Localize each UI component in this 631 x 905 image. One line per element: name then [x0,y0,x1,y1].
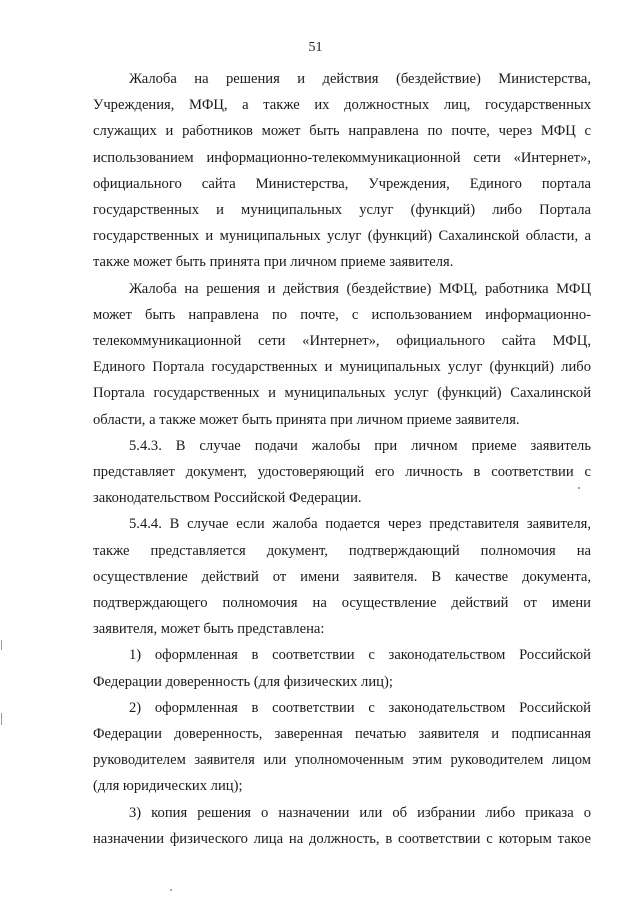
text-line: назначении физического лица на должность, в соответствии с которым такое [93,830,591,847]
paragraph-complaint-ministry [93,66,591,276]
text-line: также может быть принята при личном приеме заявителя. [93,254,454,271]
text-line: официального сайта Министерства, Учреждения, Единого портала [93,175,591,192]
text-line: 5.4.4. В случае если жалоба подается через представителя заявителя, [129,516,591,533]
list-item-1 [93,642,591,694]
text-line: области, а также может быть принята при личном приеме заявителя. [93,411,520,428]
text-line: Федерации доверенность (для физических лиц); [93,673,393,690]
text-line: государственных и муниципальных услуг (функций) Сахалинской области, а [93,228,591,245]
scan-speck [578,487,580,489]
document-body [93,66,591,852]
text-line: руководителем заявителя или уполномоченным этим руководителем лицом [93,752,591,769]
text-line: государственных и муниципальных услуг (функций) либо Портала [93,202,591,219]
text-line: 3) копия решения о назначении или об избрании либо приказа о [129,804,591,821]
text-line: 5.4.3. В случае подачи жалобы при личном приеме заявитель [129,437,591,454]
text-line: 1) оформленная в соответствии с законодательством Российской [129,647,591,664]
scan-edge-mark [1,640,2,650]
text-line: осуществление действий от имени заявителя. В качестве документа, [93,568,591,585]
text-line: Жалоба на решения и действия (бездействие) МФЦ, работника МФЦ [129,280,591,297]
list-item-2 [93,695,591,800]
scan-edge-mark [1,713,2,725]
text-line: может быть направлена по почте, с использованием информационно- [93,306,591,323]
text-line: телекоммуникационной сети «Интернет», официального сайта МФЦ, [93,333,591,350]
text-line: представляет документ, удостоверяющий его личность в соответствии с [93,464,591,481]
text-line: служащих и работников может быть направлена по почте, через МФЦ с [93,123,591,140]
text-line: 2) оформленная в соответствии с законодательством Российской [129,699,591,716]
text-line: Жалоба на решения и действия (бездействие) Министерства, [129,71,591,87]
text-line: подтверждающего полномочия на осуществление действий от имени [93,595,591,612]
text-line: (для юридических лиц); [93,778,243,795]
list-item-3 [93,800,591,852]
paragraph-5-4-4 [93,511,591,642]
page-number: 51 [308,40,323,55]
text-line: использованием информационно-телекоммуникационной сети «Интернет», [93,149,591,166]
text-line: Федерации доверенность, заверенная печатью заявителя и подписанная [93,726,591,743]
paragraph-complaint-mfc [93,276,591,433]
text-line: заявителя, может быть представлена: [93,621,325,638]
text-line: Портала государственных и муниципальных услуг (функций) Сахалинской [93,385,591,402]
text-line: законодательством Российской Федерации. [93,490,362,507]
text-line: Учреждения, МФЦ, а также их должностных лиц, государственных [93,97,591,114]
text-line: Единого Портала государственных и муниципальных услуг (функций) либо [93,359,591,376]
text-line: также представляется документ, подтверждающий полномочия на [93,542,591,559]
paragraph-5-4-3 [93,433,591,512]
scan-speck [170,889,172,891]
